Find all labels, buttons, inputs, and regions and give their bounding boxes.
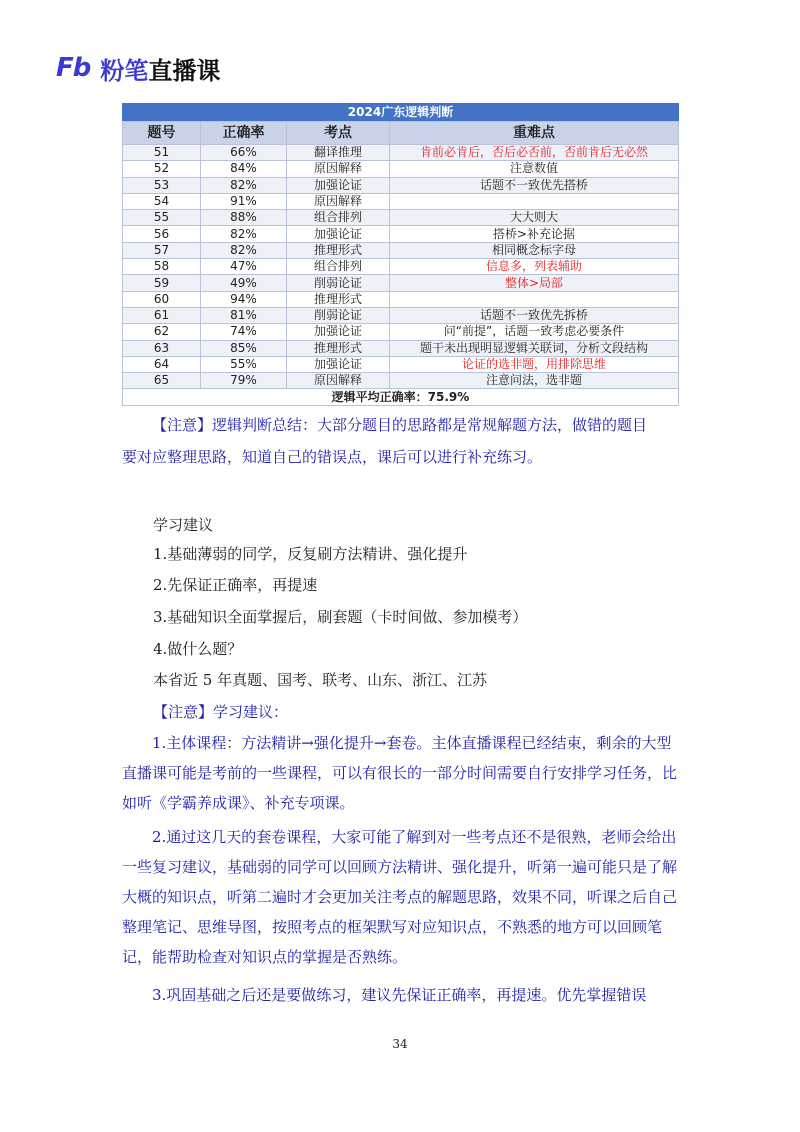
study-note-p1: 1.主体课程：方法精讲→强化提升→套卷。主体直播课程已经结束，剩余的大型直播课可能是考前的一些课程，可以有很长的一部分时间需要自行安排学习任务，比如听《学霸养成课》、补充专项课。 (122, 734, 678, 812)
cell-topic: 原因解释 (287, 161, 390, 177)
cell-key-point: 话题不一致优先搭桥 (390, 177, 679, 193)
cell-question-no: 60 (123, 291, 201, 307)
cell-question-no: 57 (123, 242, 201, 258)
header-key-points: 重难点 (390, 122, 679, 145)
note-summary (122, 410, 680, 440)
cell-accuracy: 91% (201, 193, 287, 209)
header-question-no: 题号 (123, 122, 201, 145)
note-tag-2: 【注意】 (153, 703, 214, 721)
cell-question-no: 56 (123, 226, 201, 242)
table-row (123, 226, 679, 242)
cell-key-point: 注意问法，选非题 (390, 373, 679, 389)
table-row (123, 161, 679, 177)
cell-question-no: 64 (123, 356, 201, 372)
cell-key-point: 注意数值 (390, 161, 679, 177)
cell-accuracy: 66% (201, 145, 287, 161)
table-row (123, 373, 679, 389)
note-summary-line1: 逻辑判断总结：大部分题目的思路都是常规解题方法，做错的题目 (212, 416, 648, 434)
cell-accuracy: 74% (201, 324, 287, 340)
cell-key-point: 论证的选非题，用排除思维 (390, 356, 679, 372)
cell-key-point: 问“前提”，话题一致考虑必要条件 (390, 324, 679, 340)
note-tag: 【注意】 (152, 416, 213, 434)
logic-stats-table (122, 103, 679, 406)
study-item-3: 3.基础知识全面掌握后，刷套题（卡时间做、参加模考） (153, 608, 528, 626)
note-summary-line2: 要对应整理思路，知道自己的错误点，课后可以进行补充练习。 (122, 448, 543, 466)
table-row (123, 275, 679, 291)
study-note-heading (153, 697, 288, 727)
cell-topic: 削弱论证 (287, 307, 390, 323)
cell-accuracy: 84% (201, 161, 287, 177)
study-note-p2: 2.通过这几天的套卷课程，大家可能了解到对一些考点还不是很熟，老师会给出一些复习建议，基础弱的同学可以回顾方法精讲、强化提升，听第一遍可能只是了解大概的知识点，听第二遍时才会更加关注考点的解题思路，效果不同，听课之后自己整理笔记、思维导图，按照考点的框架默写对应知识点，不熟悉的地方可以回顾笔记，能帮助检查对知识点的掌握是否熟练。 (122, 828, 678, 966)
cell-topic: 加强论证 (287, 177, 390, 193)
table-row (123, 291, 679, 307)
brand-logo-icon: Fb (56, 53, 91, 83)
table-row (123, 259, 679, 275)
brand-name (100, 51, 220, 86)
cell-topic: 推理形式 (287, 340, 390, 356)
cell-key-point: 相同概念标字母 (390, 242, 679, 258)
page-number: 34 (392, 1037, 408, 1051)
cell-accuracy: 82% (201, 177, 287, 193)
cell-key-point (390, 193, 679, 209)
study-title: 学习建议 (153, 516, 214, 534)
study-note-p3: 3.巩固基础之后还是要做练习，建议先保证正确率，再提速。优先掌握错误 (152, 986, 647, 1004)
cell-accuracy: 82% (201, 226, 287, 242)
cell-question-no: 65 (123, 373, 201, 389)
cell-question-no: 51 (123, 145, 201, 161)
cell-accuracy: 49% (201, 275, 287, 291)
table-header-row (123, 122, 679, 145)
table-row (123, 307, 679, 323)
cell-key-point: 话题不一致优先拆桥 (390, 307, 679, 323)
cell-accuracy: 85% (201, 340, 287, 356)
cell-question-no: 63 (123, 340, 201, 356)
study-item-4: 4.做什么题？ (153, 640, 243, 658)
average-accuracy: 逻辑平均正确率：75.9% (123, 389, 679, 406)
brand-name-rest: 直播课 (148, 56, 221, 85)
cell-accuracy: 79% (201, 373, 287, 389)
cell-key-point: 题干未出现明显逻辑关联词，分析文段结构 (390, 340, 679, 356)
cell-accuracy: 82% (201, 242, 287, 258)
cell-question-no: 61 (123, 307, 201, 323)
cell-key-point: 整体>局部 (390, 275, 679, 291)
table-title: 2024广东逻辑判断 (122, 103, 679, 121)
cell-topic: 组合排列 (287, 210, 390, 226)
cell-topic: 原因解释 (287, 373, 390, 389)
cell-question-no: 54 (123, 193, 201, 209)
cell-topic: 加强论证 (287, 356, 390, 372)
cell-accuracy: 55% (201, 356, 287, 372)
cell-key-point (390, 291, 679, 307)
cell-accuracy: 88% (201, 210, 287, 226)
table-row (123, 210, 679, 226)
cell-topic: 加强论证 (287, 226, 390, 242)
cell-key-point: 搭桥>补充论据 (390, 226, 679, 242)
cell-topic: 组合排列 (287, 259, 390, 275)
header-accuracy: 正确率 (201, 122, 287, 145)
header-topic: 考点 (287, 122, 390, 145)
cell-topic: 加强论证 (287, 324, 390, 340)
cell-topic: 推理形式 (287, 242, 390, 258)
cell-question-no: 59 (123, 275, 201, 291)
cell-question-no: 58 (123, 259, 201, 275)
cell-question-no: 53 (123, 177, 201, 193)
study-item-2: 2.先保证正确率，再提速 (153, 576, 318, 594)
cell-topic: 翻译推理 (287, 145, 390, 161)
cell-accuracy: 94% (201, 291, 287, 307)
cell-topic: 原因解释 (287, 193, 390, 209)
cell-key-point: 信息多，列表辅助 (390, 259, 679, 275)
cell-key-point: 大大则大 (390, 210, 679, 226)
cell-accuracy: 81% (201, 307, 287, 323)
brand-header (56, 50, 220, 86)
brand-name-accent: 粉笔 (100, 56, 149, 85)
cell-question-no: 52 (123, 161, 201, 177)
study-source: 本省近 5 年真题、国考、联考、山东、浙江、江苏 (153, 671, 488, 689)
cell-question-no: 62 (123, 324, 201, 340)
table-row (123, 340, 679, 356)
table-row (123, 193, 679, 209)
cell-topic: 削弱论证 (287, 275, 390, 291)
cell-accuracy: 47% (201, 259, 287, 275)
table-row (123, 177, 679, 193)
table-row (123, 324, 679, 340)
table-row (123, 145, 679, 161)
study-item-1: 1.基础薄弱的同学，反复刷方法精讲、强化提升 (153, 545, 468, 563)
cell-key-point: 肯前必肯后，否后必否前，否前肯后无必然 (390, 145, 679, 161)
table-row (123, 356, 679, 372)
study-note-title: 学习建议： (213, 703, 289, 721)
cell-question-no: 55 (123, 210, 201, 226)
table-row (123, 242, 679, 258)
cell-topic: 推理形式 (287, 291, 390, 307)
